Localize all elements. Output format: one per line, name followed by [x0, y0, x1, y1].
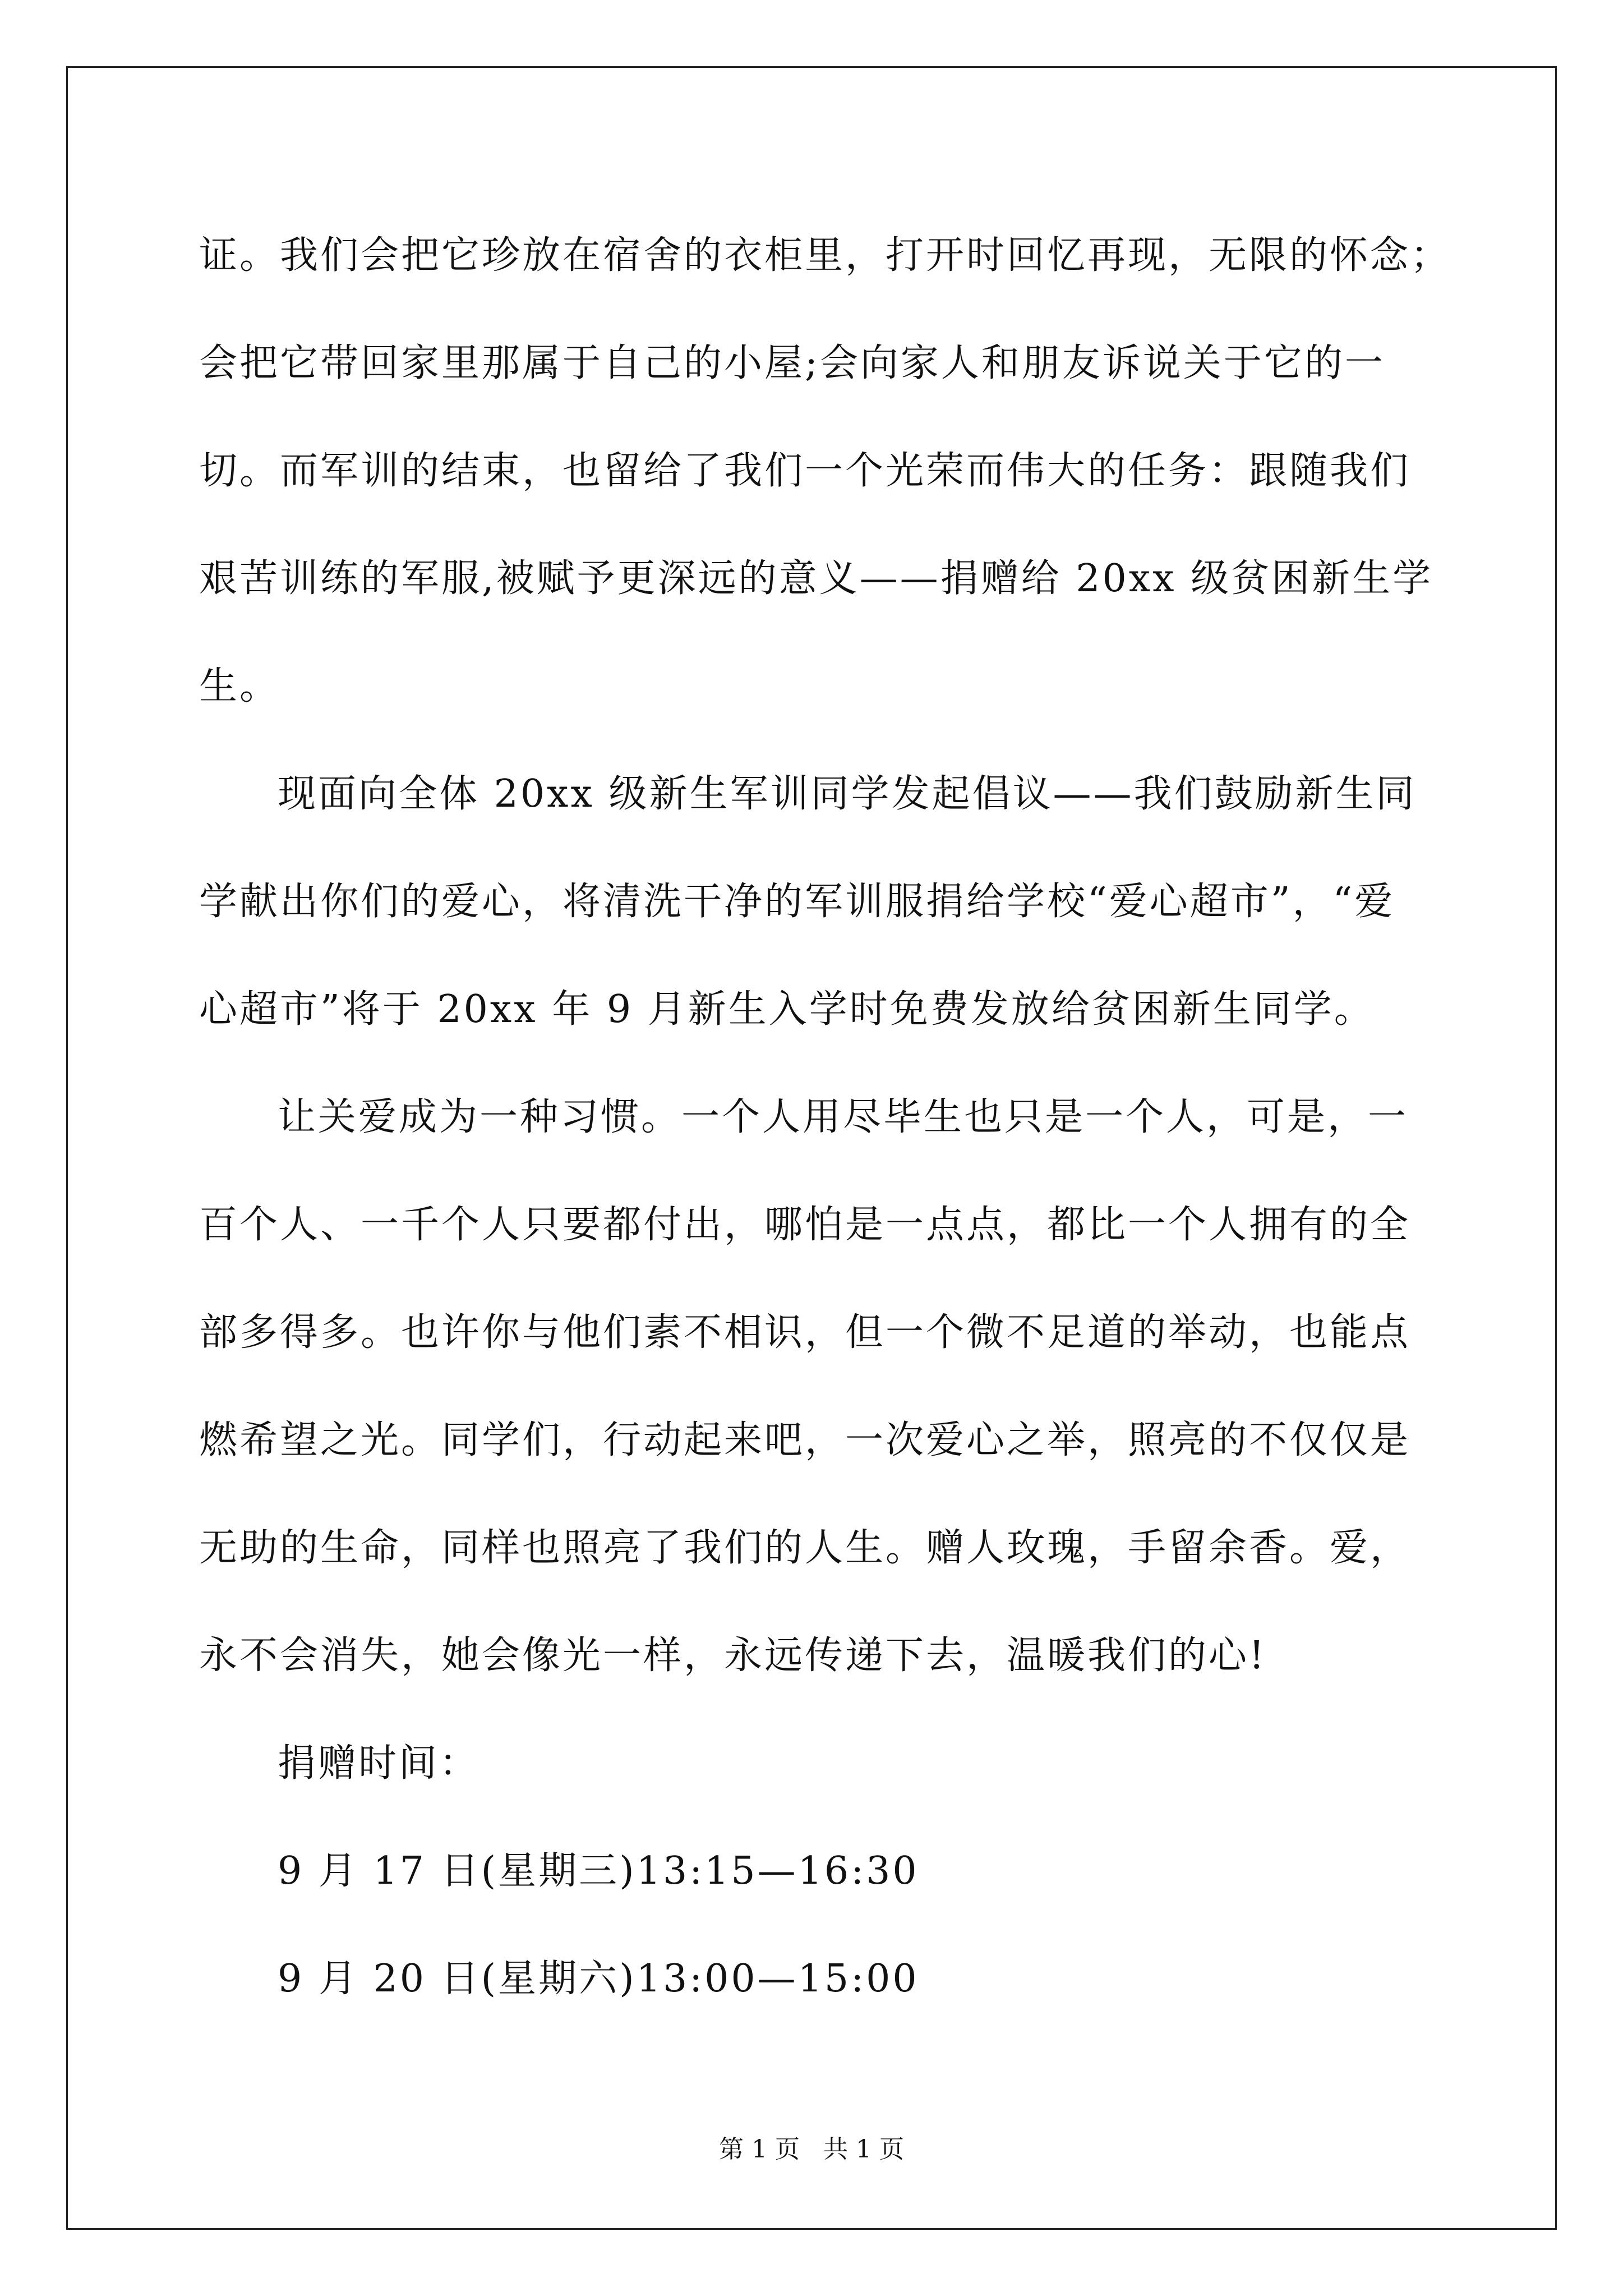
text-line-14: 永不会消失，她会像光一样，永远传递下去，温暖我们的心!: [199, 1634, 1267, 1678]
text-line-3: 切。而军训的结束，也留给了我们一个光荣而伟大的任务：跟随我们: [199, 449, 1411, 493]
donation-time-1: 9 月 17 日(星期三)13:15—16:30: [278, 1849, 919, 1893]
text-line-10: 百个人、一千个人只要都付出，哪怕是一点点，都比一个人拥有的全: [199, 1203, 1411, 1247]
donation-time-heading: 捐赠时间：: [278, 1741, 480, 1786]
text-line-4: 艰苦训练的军服,被赋予更深远的意义——捐赠给 20xx 级贫困新生学: [199, 556, 1433, 601]
text-line-13: 无助的生命，同样也照亮了我们的人生。赠人玫瑰，手留余香。爱，: [199, 1526, 1411, 1570]
text-line-7: 学献出你们的爱心，将清洗干净的军训服捐给学校“爱心超市”，“爱: [199, 880, 1395, 924]
page-number-total: 共 1 页: [823, 2135, 904, 2164]
text-line-8: 心超市”将于 20xx 年 9 月新生入学时免费发放给贫困新生同学。: [199, 987, 1375, 1032]
text-line-2: 会把它带回家里那属于自己的小屋;会向家人和朋友诉说关于它的一: [199, 341, 1385, 385]
text-line-12: 燃希望之光。同学们，行动起来吧，一次爱心之举，照亮的不仅仅是: [199, 1418, 1411, 1462]
donation-time-2: 9 月 20 日(星期六)13:00—15:00: [278, 1957, 919, 2001]
text-line-6: 现面向全体 20xx 级新生军训同学发起倡议——我们鼓励新生同: [278, 772, 1417, 816]
page-number-current: 第 1 页: [719, 2135, 800, 2164]
document-body: [199, 202, 1451, 2033]
page-footer: [0, 2129, 1623, 2165]
text-line-1: 证。我们会把它珍放在宿舍的衣柜里，打开时回忆再现，无限的怀念；: [199, 233, 1451, 278]
text-line-5: 生。: [199, 664, 280, 708]
text-line-9: 让关爱成为一种习惯。一个人用尽毕生也只是一个人，可是，一: [278, 1095, 1409, 1139]
text-line-11: 部多得多。也许你与他们素不相识，但一个微不足道的举动，也能点: [199, 1310, 1411, 1355]
